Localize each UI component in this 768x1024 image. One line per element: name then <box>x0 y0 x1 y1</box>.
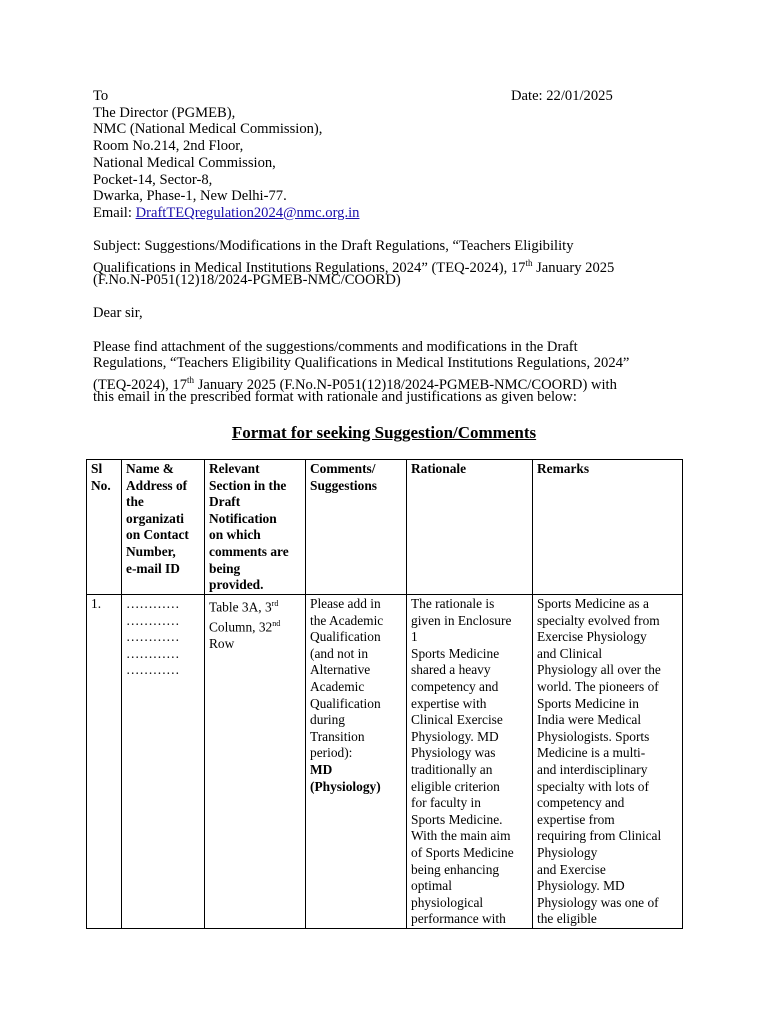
header-rationale: Rationale <box>407 460 533 595</box>
header-comments: Comments/ Suggestions <box>306 460 407 595</box>
ordinal-suffix: th <box>187 374 195 385</box>
subject-line: (F.No.N-P051(12)18/2024-PGMEB-NMC/COORD) <box>93 271 401 288</box>
cell-name-address: ………… ………… ………… ………… ………… <box>122 595 205 929</box>
format-title: Format for seeking Suggestion/Comments <box>231 423 537 442</box>
letter-date: Date: 22/01/2025 <box>511 88 613 104</box>
header-relevant-section: Relevant Section in the Draft Notification on which comments are being provided. <box>205 460 306 595</box>
subject-text: Qualifications in Medical Institutions Regulations, 2024” (TEQ-2024), 17 <box>93 259 526 276</box>
body-line: Regulations, “Teachers Eligibility Qualifications in Medical Institutions Regulations, 2024” <box>93 355 630 372</box>
cell-sl-no: 1. <box>87 595 122 929</box>
subject-text: January 2025 <box>532 259 615 276</box>
address-line: Dwarka, Phase-1, New Delhi-77. <box>93 188 287 205</box>
body-line: this email in the prescribed format with rationale and justifications as given below: <box>93 388 577 405</box>
cell-relevant-section: Table 3A, 3rd Column, 32nd Row <box>205 595 306 929</box>
header-remarks: Remarks <box>533 460 683 595</box>
body-text: (TEQ-2024), 17 <box>93 376 188 393</box>
address-line: Pocket-14, Sector-8, <box>93 171 213 188</box>
email-line <box>93 205 359 222</box>
suggestion-table <box>86 459 683 929</box>
table-row <box>87 595 683 929</box>
salutation: Dear sir, <box>93 305 143 322</box>
address-line: The Director (PGMEB), <box>93 104 236 121</box>
email-label: Email: <box>93 204 136 221</box>
ordinal-suffix: rd <box>271 599 279 608</box>
address-line: Room No.214, 2nd Floor, <box>93 138 244 155</box>
subject-line: Subject: Suggestions/Modifications in the Draft Regulations, “Teachers Eligibility <box>93 238 574 255</box>
email-link[interactable]: DraftTEQregulation2024@nmc.org.in <box>135 204 360 221</box>
cell-rationale: The rationale is given in Enclosure 1 Sports Medicine shared a heavy competency and expertise with Clinical Exercise Physiology. MD Physiology was traditionally an eligible criterion for faculty in Sports Medicine. With the main aim of Sports Medicine being enhancing optimal physiological performance with <box>407 595 533 929</box>
address-line: NMC (National Medical Commission), <box>93 121 323 138</box>
header-name-address: Name & Address of the organizati on Contact Number, e-mail ID <box>122 460 205 595</box>
ordinal-suffix: nd <box>272 619 281 629</box>
table-header-row <box>87 460 683 595</box>
cell-remarks: Sports Medicine as a specialty evolved from Exercise Physiology and Clinical Physiology all over the world. The pioneers of Sports Medicine in India were Medical Physiologists. Sports Medicine is a multi- and interdisciplinary specialty with lots of competency and expertise from requiring from Clinical Physiology and Exercise Physiology. MD Physiology was one of the eligible <box>533 595 683 929</box>
address-line: National Medical Commission, <box>93 154 276 171</box>
body-line: Please find attachment of the suggestions/comments and modifications in the Draft <box>93 338 578 355</box>
body-text: January 2025 (F.No.N-P051(12)18/2024-PGMEB-NMC/COORD) with <box>194 376 617 393</box>
to-label: To <box>93 88 109 104</box>
header-sl-no: Sl No. <box>87 460 122 595</box>
cell-comments: Please add in the Academic Qualification (and not in Alternative Academic Qualification during Transition period): MD (Physiology) <box>306 595 407 929</box>
ordinal-suffix: th <box>525 258 533 268</box>
